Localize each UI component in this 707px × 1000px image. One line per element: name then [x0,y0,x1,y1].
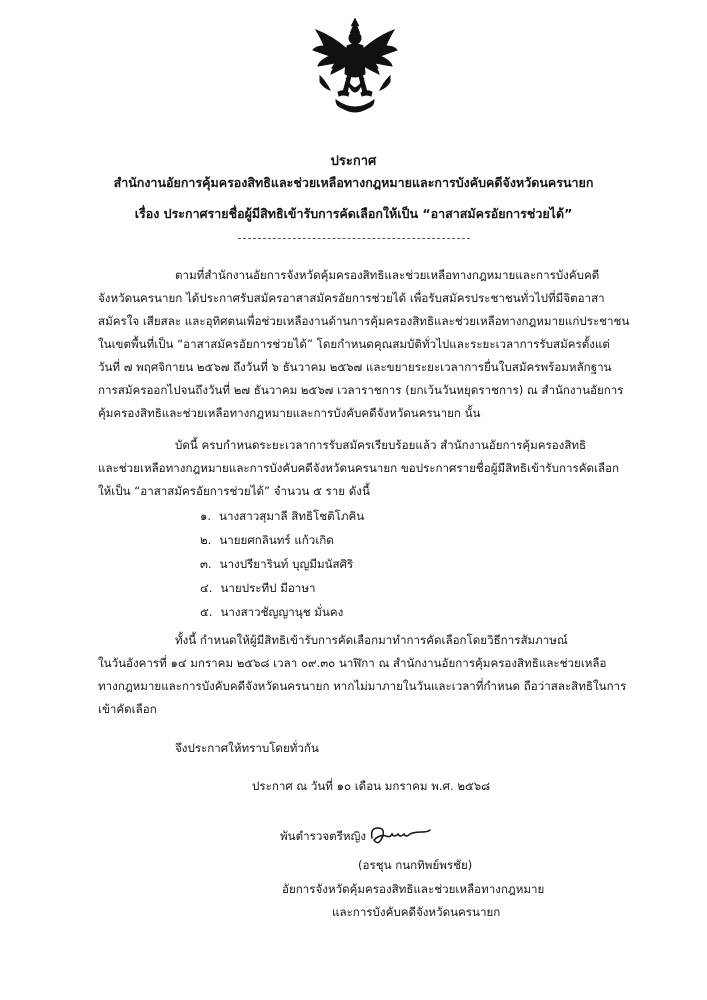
closing-statement: จึงประกาศให้ทราบโดยทั่วกัน [175,741,319,755]
paragraph-1-line: สมัครใจ เสียสละ และอุทิศตนเพื่อช่วยเหลืองานด้านการคุ้มครองสิทธิและช่วยเหลือทางกฎหมายแก่ประชาชน [98,314,630,328]
signer-position: อัยการจังหวัดคุ้มครองสิทธิและช่วยเหลือทางกฎหมาย [282,882,545,896]
signer-name: (อรชุน กนกทิพย์พรชัย) [358,858,473,872]
garuda-emblem-icon [312,16,398,116]
list-item [200,509,364,523]
list-item-number: ๓. [200,557,212,571]
paragraph-3-line: ทั้งนี้ กำหนดให้ผู้มีสิทธิเข้ารับการคัดเลือกมาทำการคัดเลือกโดยวิธีการสัมภาษณ์ [175,633,568,647]
issuing-office: สำนักงานอัยการคุ้มครองสิทธิและช่วยเหลือทางกฎหมายและการบังคับคดีจังหวัดนครนายก [113,175,594,190]
paragraph-1-line: วันที่ ๗ พฤศจิกายน ๒๕๖๗ ถึงวันที่ ๖ ธันวาคม ๒๕๖๗ และขยายระยะเวลาการยื่นใบสมัครพร้อมหลักฐาน [98,360,612,374]
list-item [200,533,334,547]
list-item [200,581,315,595]
paragraph-3-line: ทางกฎหมายและการบังคับคดีจังหวัดนครนายก หากไม่มาภายในวันและเวลาที่กำหนด ถือว่าสละสิทธิในการ [98,679,627,693]
paragraph-1-line: การสมัครออกไปจนถึงวันที่ ๒๗ ธันวาคม ๒๕๖๗ เวลาราชการ (ยกเว้นวันหยุดราชการ) ณ สำนักงานอัยการ [98,383,624,397]
paragraph-1-line: ตามที่สำนักงานอัยการจังหวัดคุ้มครองสิทธิและช่วยเหลือทางกฎหมายและการบังคับคดี [175,268,600,282]
header-divider [238,238,470,239]
announcement-date: ประกาศ ณ วันที่ ๑๐ เดือน มกราคม พ.ศ. ๒๕๖๘ [252,779,491,793]
list-item-number: ๑. [200,509,212,523]
paragraph-3-line: ในวันอังคารที่ ๑๔ มกราคม ๒๕๖๘ เวลา ๐๙.๓๐ นาฬิกา ณ สำนักงานอัยการคุ้มครองสิทธิและช่วยเหลือ [98,656,607,670]
list-item-name: นางสาวชัญญานุช มั่นคง [220,605,344,619]
signer-rank: พันตำรวจตรีหญิง [280,829,367,843]
paragraph-1-line: ในเขตพื้นที่เป็น “อาสาสมัครอัยการช่วยได้” โดยกำหนดคุณสมบัติทั่วไปและระยะเวลาการรับสมัครตั้งแต่ [98,337,610,351]
paragraph-2-line: บัดนี้ ครบกำหนดระยะเวลาการรับสมัครเรียบร้อยแล้ว สำนักงานอัยการคุ้มครองสิทธิ [175,438,587,452]
list-item-name: นางปรียารินท์ บุญมีมนัสศิริ [219,557,354,571]
list-item-name: นายประทีป มีอาษา [220,581,316,595]
list-item [200,605,343,619]
paragraph-2-line: ให้เป็น “อาสาสมัครอัยการช่วยได้” จำนวน ๕ ราย ดังนี้ [98,484,370,498]
list-item-number: ๔. [200,581,213,595]
list-item-name: นางสาวสุมาลี สิทธิโชติโภคิน [219,509,365,523]
paragraph-1-line: คุ้มครองสิทธิและช่วยเหลือทางกฎหมายและการบังคับคดีจังหวัดนครนายก นั้น [98,406,481,420]
paragraph-3-line: เข้าคัดเลือก [98,702,157,716]
list-item [200,557,353,571]
paragraph-1-line: จังหวัดนครนายก ได้ประกาศรับสมัครอาสาสมัครอัยการช่วยได้ เพื่อรับสมัครประชาชนทั่วไปที่มีจิตอาสา [98,291,605,305]
list-item-name: นายยศกลินทร์ แก้วเกิด [219,533,334,547]
paragraph-2-line: และช่วยเหลือทางกฎหมายและการบังคับคดีจังหวัดนครนายก ขอประกาศรายชื่อผู้มีสิทธิเข้ารับการคัดเลือก [98,461,620,475]
signer-position: และการบังคับคดีจังหวัดนครนายก [332,905,501,919]
handwritten-signature [368,824,432,848]
document-title: ประกาศ [330,154,377,169]
list-item-number: ๒. [200,533,212,547]
document-subject: เรื่อง ประกาศรายชื่อผู้มีสิทธิเข้ารับการคัดเลือกให้เป็น “อาสาสมัครอัยการช่วยได้” [134,206,573,221]
list-item-number: ๕. [200,605,213,619]
